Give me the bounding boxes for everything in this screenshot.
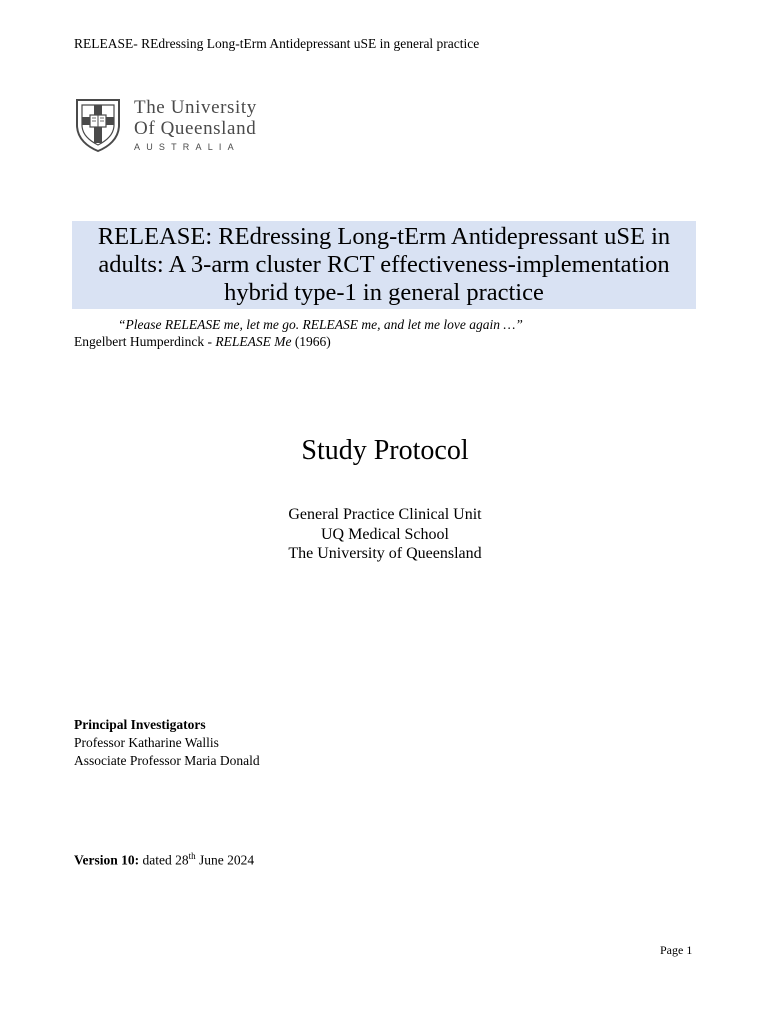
university-logo [74, 97, 304, 155]
investigators-list [74, 734, 260, 769]
attribution-song: RELEASE Me [215, 334, 292, 349]
logo-line-3: AUSTRALIA [134, 142, 240, 152]
investigators-heading: Principal Investigators [74, 717, 206, 732]
affiliation-block [0, 505, 770, 564]
affiliation-line: General Practice Clinical Unit [288, 506, 482, 523]
version-label: Version 10: [74, 852, 140, 868]
version-ordinal: th [188, 851, 196, 861]
attribution-artist: Engelbert Humperdinck - [74, 334, 216, 349]
document-title: RELEASE: REdressing Long-tErm Antidepressant uSE in adults: A 3-arm cluster RCT effectiveness-implementation hybrid type-1 in general practice [97, 223, 671, 306]
epigraph-attribution [74, 334, 331, 350]
affiliation-line: UQ Medical School [321, 525, 449, 543]
attribution-year: (1966) [291, 334, 331, 349]
document-type-heading: Study Protocol [301, 435, 469, 466]
uq-crest-icon [74, 97, 122, 153]
logo-wordmark [134, 97, 257, 152]
logo-line-1: The University [134, 97, 257, 118]
affiliation-line: The University of Queensland [288, 545, 482, 562]
investigator-name: Professor Katharine Wallis [74, 735, 219, 750]
version-month-year: June 2024 [195, 852, 255, 868]
running-header: RELEASE- REdressing Long-tErm Antidepressant uSE in general practice [74, 36, 480, 51]
document-title-box [72, 221, 696, 309]
page-number: Page 1 [660, 943, 693, 957]
logo-line-2: Of Queensland [134, 118, 257, 139]
version-dated: dated 28 [139, 852, 189, 868]
investigator-name: Associate Professor Maria Donald [74, 752, 260, 768]
epigraph-quote: “Please RELEASE me, let me go. RELEASE me, and let me love again …” [118, 317, 523, 332]
version-line [74, 851, 254, 869]
